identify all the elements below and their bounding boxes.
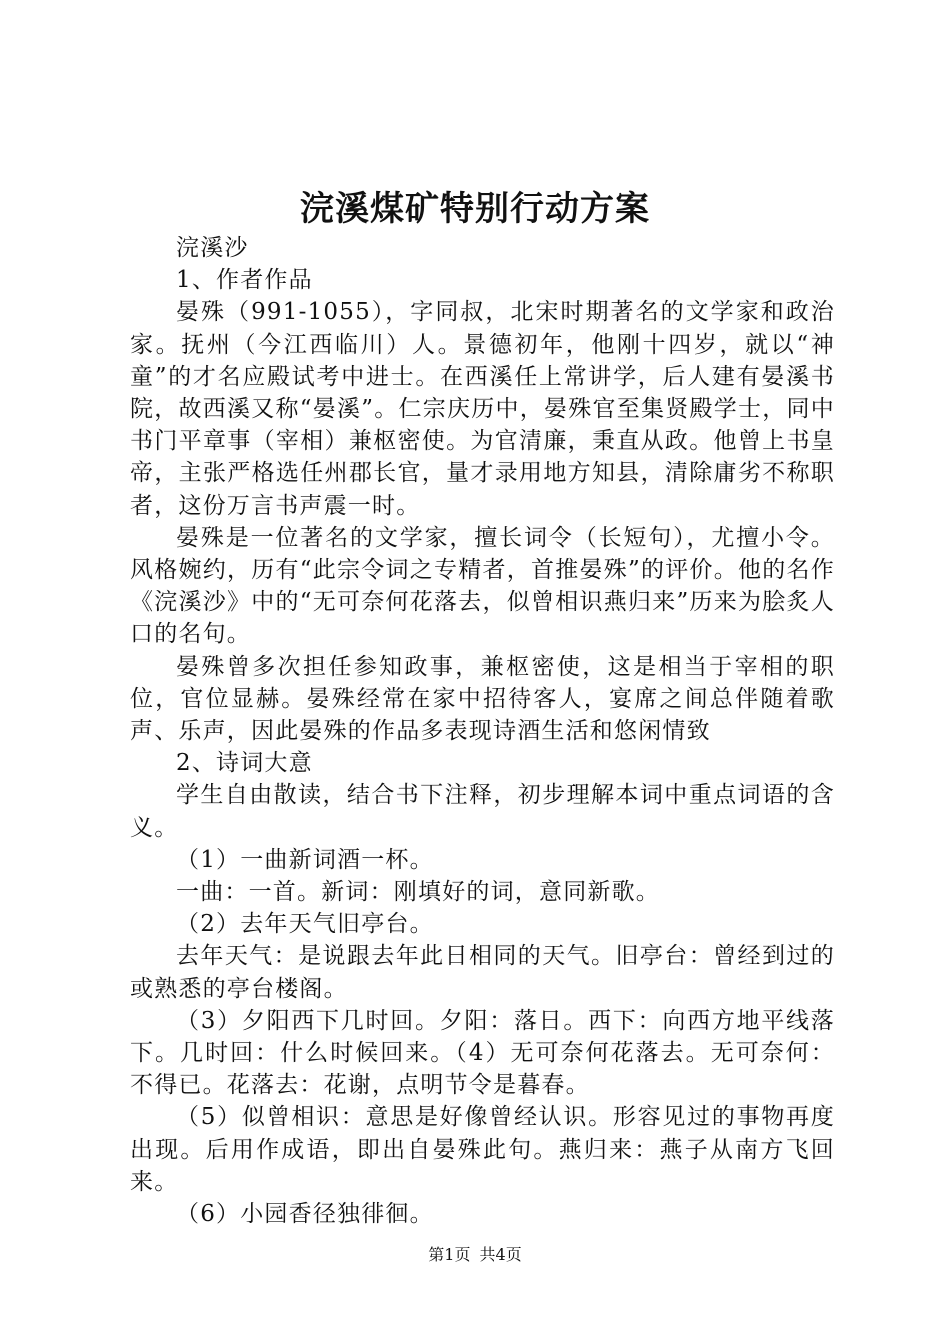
paragraph: （3）夕阳西下几时回。夕阳：落日。西下：向西方地平线落下。几时回：什么时候回来。（4）无可奈何花落去。无可奈何：不得已。花落去：花谢，点明节令是暮春。 xyxy=(130,1007,835,1099)
paragraph: （2）去年天气旧亭台。 xyxy=(176,911,434,938)
section-heading-author: 1、作者作品 xyxy=(176,267,313,294)
paragraph: （6）小园香径独徘徊。 xyxy=(176,1201,434,1228)
paragraph: 晏殊（991-1055），字同叔，北宋时期著名的文学家和政治家。抚州（今江西临川）人。景德初年，他刚十四岁，就以“神童”的才名应殿试考中进士。在西溪任上常讲学，后人建有晏溪书院，故西溪又称“晏溪”。仁宗庆历中，晏殊官至集贤殿学士，同中书门平章事（宰相）兼枢密使。为官清廉，秉直从政。他曾上书皇帝，主张严格选任州郡长官，量才录用地方知县，清除庸劣不称职者，这份万言书声震一时。 xyxy=(130,299,835,519)
paragraph: 晏殊曾多次担任参知政事，兼枢密使，这是相当于宰相的职位，官位显赫。晏殊经常在家中招待客人，宴席之间总伴随着歌声、乐声，因此晏殊的作品多表现诗酒生活和悠闲情致 xyxy=(130,653,835,745)
paragraph-poem-title: 浣溪沙 xyxy=(176,235,249,261)
paragraph: （5）似曾相识：意思是好像曾经认识。形容见过的事物再度出现。后用作成语，即出自晏殊此句。燕归来：燕子从南方飞回来。 xyxy=(130,1104,835,1195)
paragraph: （1）一曲新词酒一杯。 xyxy=(176,846,434,873)
page-total: 共4页 xyxy=(479,1245,522,1264)
paragraph: 晏殊是一位著名的文学家，擅长词令（长短句），尤擅小令。风格婉约，历有“此宗令词之专精者，首推晏殊”的评价。他的名作《浣溪沙》中的“无可奈何花落去，似曾相识燕归来”历来为脍炙人口的名句。 xyxy=(130,524,835,648)
section-heading-meaning: 2、诗词大意 xyxy=(176,750,313,777)
page-number: 第1页 xyxy=(428,1245,471,1264)
page-footer xyxy=(0,1244,950,1266)
document-title: 浣溪煤矿特别行动方案 xyxy=(300,189,650,229)
paragraph: 学生自由散读，结合书下注释，初步理解本词中重点词语的含义。 xyxy=(130,782,835,841)
paragraph: 去年天气：是说跟去年此日相同的天气。旧亭台：曾经到过的或熟悉的亭台楼阁。 xyxy=(130,943,835,1002)
document-body xyxy=(130,232,835,1230)
paragraph: 一曲：一首。新词：刚填好的词，意同新歌。 xyxy=(176,879,660,906)
